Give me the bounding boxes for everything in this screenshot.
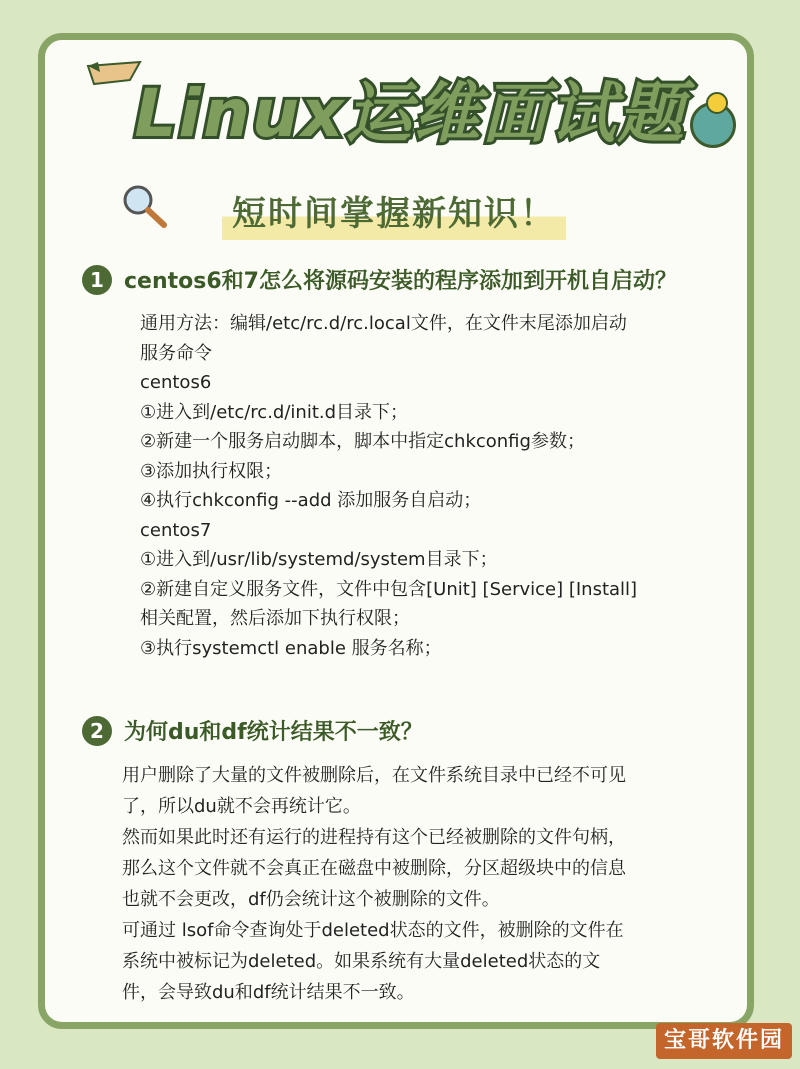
answer-line: ②新建一个服务启动脚本，脚本中指定chkconfig参数； xyxy=(140,431,585,452)
question-text: 为何du和df统计结果不一致？ xyxy=(124,720,423,745)
answer-line: 件，会导致du和df统计结果不一致。 xyxy=(122,982,415,1003)
answer-line: ③执行systemctl enable 服务名称； xyxy=(140,637,442,659)
question-number: 1 xyxy=(82,265,112,295)
answer-line: 系统中被标记为deleted。如果系统有大量deleted状态的文 xyxy=(122,951,601,972)
answer-line: 那么这个文件就不会真正在磁盘中被删除，分区超级块中的信息 xyxy=(122,858,626,879)
answer-line: 相关配置，然后添加下执行权限； xyxy=(140,608,410,629)
answer-line: ①进入到/etc/rc.d/init.d目录下； xyxy=(140,401,409,423)
question-1 xyxy=(82,264,677,295)
watermark-logo: 宝哥软件园 xyxy=(656,1023,792,1059)
answer-line: ③添加执行权限； xyxy=(140,460,283,482)
answer-line: ②新建自定义服务文件，文件中包含[Unit] [Service] [Install] xyxy=(140,578,638,600)
answer-line: ①进入到/usr/lib/systemd/system目录下； xyxy=(140,549,498,570)
answer-line: ④执行chkconfig --add 添加服务自启动； xyxy=(140,490,482,511)
subtitle: 短时间掌握新知识！ xyxy=(222,188,566,240)
answer-line: centos6 xyxy=(140,372,212,393)
answer-1 xyxy=(140,309,740,663)
sun-decoration-icon xyxy=(706,92,728,114)
answer-line: 可通过 lsof命令查询处于deleted状态的文件，被删除的文件在 xyxy=(122,920,624,941)
title-banner xyxy=(80,58,740,168)
answer-line: 用户删除了大量的文件被删除后，在文件系统目录中已经不可见 xyxy=(122,765,626,786)
page-title: Linux运维面试题 xyxy=(134,75,686,152)
answer-line: 了，所以du就不会再统计它。 xyxy=(122,796,361,817)
question-2 xyxy=(82,715,423,746)
answer-line: 通用方法：编辑/etc/rc.d/rc.local文件，在文件末尾添加启动 xyxy=(140,313,627,334)
magnifier-icon xyxy=(120,183,170,229)
question-number: 2 xyxy=(82,716,112,746)
answer-2 xyxy=(122,760,732,1008)
question-text: centos6和7怎么将源码安装的程序添加到开机自启动？ xyxy=(124,269,677,294)
answer-line: centos7 xyxy=(140,519,212,541)
answer-line: 然而如果此时还有运行的进程持有这个已经被删除的文件句柄， xyxy=(122,827,626,848)
answer-line: 也就不会更改，df仍会统计这个被删除的文件。 xyxy=(122,889,500,910)
answer-line: 服务命令 xyxy=(140,342,212,364)
